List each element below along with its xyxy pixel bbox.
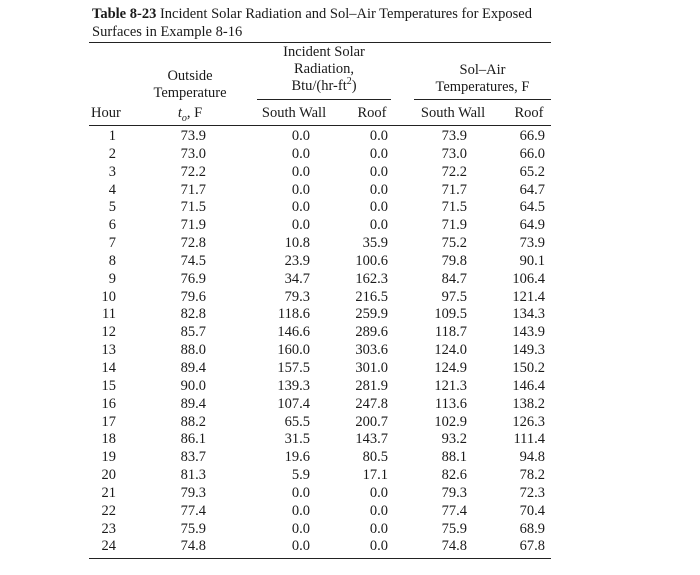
hour-cell: 7 xyxy=(108,235,116,252)
hour-cell: 2 xyxy=(108,145,116,162)
solar-south-wall-cell: 0.0 xyxy=(291,538,310,555)
outside-temperature-cell: 73.9 xyxy=(180,128,206,144)
sol-air-roof-cell: 134.3 xyxy=(512,306,545,323)
incident-solar-header xyxy=(254,44,394,95)
table-row xyxy=(0,485,700,503)
sol-air-south-wall-cell: 88.1 xyxy=(441,449,467,466)
table-row xyxy=(0,503,700,521)
sol-air-south-wall-cell: 97.5 xyxy=(441,288,467,305)
incident-solar-header-line1: Incident Solar xyxy=(283,44,365,60)
sol-air-south-wall-cell: 71.7 xyxy=(441,181,467,198)
solar-south-wall-cell: 23.9 xyxy=(284,252,310,269)
solar-south-wall-cell: 5.9 xyxy=(291,467,310,484)
sol-air-south-wall-cell: 73.9 xyxy=(441,128,467,144)
solar-south-wall-cell: 118.6 xyxy=(277,306,310,323)
outside-temperature-symbol: $t_o$, F xyxy=(177,105,203,124)
hour-cell: 15 xyxy=(101,377,116,394)
outside-temperature-cell: 89.4 xyxy=(180,359,206,376)
sol-air-header-line2: Temperatures, F xyxy=(435,79,530,95)
hour-cell: 17 xyxy=(101,413,116,430)
sol-air-roof-cell: 68.9 xyxy=(519,520,545,537)
sol-air-south-wall-cell: 113.6 xyxy=(434,395,467,412)
solar-roof-cell: 0.0 xyxy=(369,163,388,180)
sol-air-south-wall-cell: 124.0 xyxy=(434,342,467,359)
sol-air-roof-cell: 72.3 xyxy=(519,484,545,501)
outside-temperature-cell: 71.9 xyxy=(180,217,206,234)
hour-cell: 22 xyxy=(101,502,116,519)
sol-air-south-wall-cell: 75.2 xyxy=(441,235,467,252)
hour-cell: 3 xyxy=(108,163,116,180)
solar-roof-cell: 216.5 xyxy=(355,288,388,305)
table-row xyxy=(0,378,700,396)
sol-air-south-wall-cell: 71.9 xyxy=(441,217,467,234)
sol-air-south-wall-cell: 118.7 xyxy=(434,324,467,341)
outside-temperature-cell: 86.1 xyxy=(180,431,206,448)
hour-cell: 11 xyxy=(102,306,116,323)
solar-south-wall-cell: 34.7 xyxy=(284,270,310,287)
solar-roof-cell: 0.0 xyxy=(369,484,388,501)
table-row xyxy=(0,306,700,324)
sol-air-south-wall-cell: 84.7 xyxy=(441,270,467,287)
table-row xyxy=(0,467,700,485)
sol-air-roof-cell: 78.2 xyxy=(519,467,545,484)
hour-cell: 13 xyxy=(101,342,116,359)
bottom-rule xyxy=(89,558,551,559)
hour-cell: 5 xyxy=(108,199,116,216)
hour-cell: 21 xyxy=(101,484,116,501)
table-row xyxy=(0,182,700,200)
solar-south-wall-cell: 79.3 xyxy=(284,288,310,305)
outside-temperature-cell: 81.3 xyxy=(180,467,206,484)
hour-cell: 18 xyxy=(101,431,116,448)
sol-air-south-wall-header: South Wall xyxy=(420,105,486,121)
solar-south-wall-cell: 31.5 xyxy=(284,431,310,448)
outside-temperature-header xyxy=(140,68,240,102)
table-body xyxy=(0,128,700,556)
solar-roof-header: Roof xyxy=(357,105,387,121)
hour-header: Hour xyxy=(91,105,121,121)
outside-temperature-cell: 72.2 xyxy=(180,163,206,180)
sol-air-south-wall-cell: 109.5 xyxy=(434,306,467,323)
solar-roof-cell: 301.0 xyxy=(355,359,388,376)
solar-south-wall-cell: 19.6 xyxy=(284,449,310,466)
solar-south-wall-cell: 107.4 xyxy=(277,395,310,412)
hour-cell: 4 xyxy=(108,181,116,198)
table-row xyxy=(0,431,700,449)
sol-air-south-wall-cell: 124.9 xyxy=(434,359,467,376)
solar-roof-cell: 0.0 xyxy=(369,128,388,144)
sol-air-south-wall-cell: 72.2 xyxy=(441,163,467,180)
outside-temperature-cell: 85.7 xyxy=(180,324,206,341)
outside-temperature-cell: 89.4 xyxy=(180,395,206,412)
outside-temperature-cell: 72.8 xyxy=(180,235,206,252)
hour-cell: 8 xyxy=(108,252,116,269)
outside-temperature-cell: 74.8 xyxy=(180,538,206,555)
sol-air-roof-cell: 126.3 xyxy=(512,413,545,430)
solar-south-wall-cell: 146.6 xyxy=(277,324,310,341)
hour-cell: 16 xyxy=(101,395,116,412)
solar-roof-cell: 0.0 xyxy=(369,502,388,519)
sol-air-south-wall-cell: 75.9 xyxy=(441,520,467,537)
solar-south-wall-cell: 65.5 xyxy=(284,413,310,430)
hour-cell: 1 xyxy=(108,128,116,144)
table-title: Incident Solar Radiation and Sol–Air Temperatures for Exposed Surfaces in Example 8-16 xyxy=(92,6,532,40)
sol-air-roof-cell: 67.8 xyxy=(519,538,545,555)
solar-south-wall-cell: 0.0 xyxy=(291,128,310,144)
solar-roof-cell: 303.6 xyxy=(355,342,388,359)
sol-air-header-line1: Sol–Air xyxy=(459,62,506,78)
table-caption xyxy=(92,5,562,41)
solar-roof-cell: 259.9 xyxy=(355,306,388,323)
table-row xyxy=(0,342,700,360)
sol-air-roof-cell: 138.2 xyxy=(512,395,545,412)
sol-air-south-wall-cell: 73.0 xyxy=(441,145,467,162)
hour-cell: 6 xyxy=(108,217,116,234)
top-rule xyxy=(89,42,551,43)
outside-temperature-cell: 77.4 xyxy=(180,502,206,519)
sol-air-south-wall-cell: 121.3 xyxy=(434,377,467,394)
outside-temperature-cell: 74.5 xyxy=(180,252,206,269)
sol-air-roof-cell: 73.9 xyxy=(519,235,545,252)
solar-south-wall-cell: 0.0 xyxy=(291,163,310,180)
hour-cell: 14 xyxy=(101,359,116,376)
table-row xyxy=(0,396,700,414)
sol-air-roof-cell: 106.4 xyxy=(512,270,545,287)
outside-temperature-cell: 75.9 xyxy=(180,520,206,537)
sol-air-south-wall-cell: 93.2 xyxy=(441,431,467,448)
solar-south-wall-cell: 0.0 xyxy=(291,520,310,537)
sol-air-south-wall-cell: 74.8 xyxy=(441,538,467,555)
sol-air-roof-cell: 94.8 xyxy=(519,449,545,466)
solar-south-wall-cell: 10.8 xyxy=(284,235,310,252)
outside-temperature-cell: 71.7 xyxy=(180,181,206,198)
sol-air-south-wall-cell: 77.4 xyxy=(441,502,467,519)
sol-air-roof-cell: 70.4 xyxy=(519,502,545,519)
solar-roof-cell: 0.0 xyxy=(369,217,388,234)
table-row xyxy=(0,199,700,217)
table-row xyxy=(0,521,700,539)
solar-south-wall-cell: 0.0 xyxy=(291,484,310,501)
table-row xyxy=(0,253,700,271)
solar-roof-cell: 289.6 xyxy=(355,324,388,341)
sol-air-roof-cell: 111.4 xyxy=(513,431,545,448)
solar-roof-cell: 143.7 xyxy=(355,431,388,448)
solar-roof-cell: 281.9 xyxy=(355,377,388,394)
sol-air-header xyxy=(410,62,555,96)
solar-roof-cell: 80.5 xyxy=(362,449,388,466)
table-number: Table 8-23 xyxy=(92,6,157,22)
solar-roof-cell: 200.7 xyxy=(355,413,388,430)
solar-roof-cell: 0.0 xyxy=(369,145,388,162)
outside-temperature-cell: 88.0 xyxy=(180,342,206,359)
table-row xyxy=(0,538,700,556)
outside-header-line1: Outside xyxy=(167,68,213,84)
sol-air-roof-cell: 121.4 xyxy=(512,288,545,305)
solar-roof-cell: 0.0 xyxy=(369,520,388,537)
sol-air-south-wall-cell: 79.8 xyxy=(441,252,467,269)
outside-temperature-cell: 90.0 xyxy=(180,377,206,394)
table-row xyxy=(0,449,700,467)
solar-roof-cell: 162.3 xyxy=(355,270,388,287)
solar-south-wall-cell: 0.0 xyxy=(291,502,310,519)
sol-air-south-wall-cell: 79.3 xyxy=(441,484,467,501)
sol-air-roof-cell: 64.9 xyxy=(519,217,545,234)
table-row xyxy=(0,164,700,182)
sol-air-roof-header: Roof xyxy=(514,105,544,121)
sol-air-roof-cell: 150.2 xyxy=(512,359,545,376)
sol-air-south-wall-cell: 102.9 xyxy=(434,413,467,430)
hour-cell: 24 xyxy=(101,538,116,555)
solar-south-wall-cell: 0.0 xyxy=(291,217,310,234)
hour-cell: 12 xyxy=(101,324,116,341)
outside-temperature-cell: 83.7 xyxy=(180,449,206,466)
sol-air-roof-cell: 90.1 xyxy=(519,252,545,269)
solar-south-wall-cell: 139.3 xyxy=(277,377,310,394)
sol-air-roof-cell: 143.9 xyxy=(512,324,545,341)
outside-temperature-cell: 73.0 xyxy=(180,145,206,162)
solar-roof-cell: 17.1 xyxy=(362,467,388,484)
table-row xyxy=(0,146,700,164)
table-row xyxy=(0,324,700,342)
table-row xyxy=(0,360,700,378)
sol-air-south-wall-cell: 82.6 xyxy=(441,467,467,484)
solar-south-wall-cell: 157.5 xyxy=(277,359,310,376)
solar-south-wall-cell: 0.0 xyxy=(291,145,310,162)
header-rule xyxy=(89,125,551,126)
sol-air-roof-cell: 149.3 xyxy=(512,342,545,359)
outside-header-line2: Temperature xyxy=(153,85,227,101)
sol-air-roof-cell: 64.5 xyxy=(519,199,545,216)
outside-temperature-cell: 79.6 xyxy=(180,288,206,305)
table-row xyxy=(0,414,700,432)
solar-south-wall-cell: 160.0 xyxy=(277,342,310,359)
sol-air-roof-cell: 65.2 xyxy=(519,163,545,180)
hour-cell: 10 xyxy=(101,288,116,305)
solar-south-wall-header: South Wall xyxy=(261,105,327,121)
incident-solar-group-rule xyxy=(257,99,391,100)
table-row xyxy=(0,217,700,235)
outside-temperature-cell: 71.5 xyxy=(180,199,206,216)
outside-temperature-cell: 76.9 xyxy=(180,270,206,287)
solar-roof-cell: 0.0 xyxy=(369,538,388,555)
solar-south-wall-cell: 0.0 xyxy=(291,181,310,198)
sol-air-roof-cell: 146.4 xyxy=(512,377,545,394)
sol-air-south-wall-cell: 71.5 xyxy=(441,199,467,216)
outside-temperature-cell: 82.8 xyxy=(180,306,206,323)
hour-cell: 20 xyxy=(101,467,116,484)
sol-air-group-rule xyxy=(414,99,551,100)
table-row xyxy=(0,128,700,146)
solar-roof-cell: 35.9 xyxy=(362,235,388,252)
sol-air-roof-cell: 66.9 xyxy=(519,128,545,144)
solar-roof-cell: 100.6 xyxy=(355,252,388,269)
solar-roof-cell: 0.0 xyxy=(369,199,388,216)
solar-south-wall-cell: 0.0 xyxy=(291,199,310,216)
outside-temperature-cell: 79.3 xyxy=(180,484,206,501)
hour-cell: 19 xyxy=(101,449,116,466)
solar-roof-cell: 0.0 xyxy=(369,181,388,198)
table-row xyxy=(0,271,700,289)
hour-cell: 23 xyxy=(101,520,116,537)
table-row xyxy=(0,289,700,307)
solar-roof-cell: 247.8 xyxy=(355,395,388,412)
incident-solar-header-unit: Btu/$(hr-ft^2)$ xyxy=(291,76,357,94)
incident-solar-header-line2: Radiation, xyxy=(293,61,354,77)
sol-air-roof-cell: 66.0 xyxy=(519,145,545,162)
hour-cell: 9 xyxy=(108,270,116,287)
table-row xyxy=(0,235,700,253)
outside-temperature-cell: 88.2 xyxy=(180,413,206,430)
sol-air-roof-cell: 64.7 xyxy=(519,181,545,198)
